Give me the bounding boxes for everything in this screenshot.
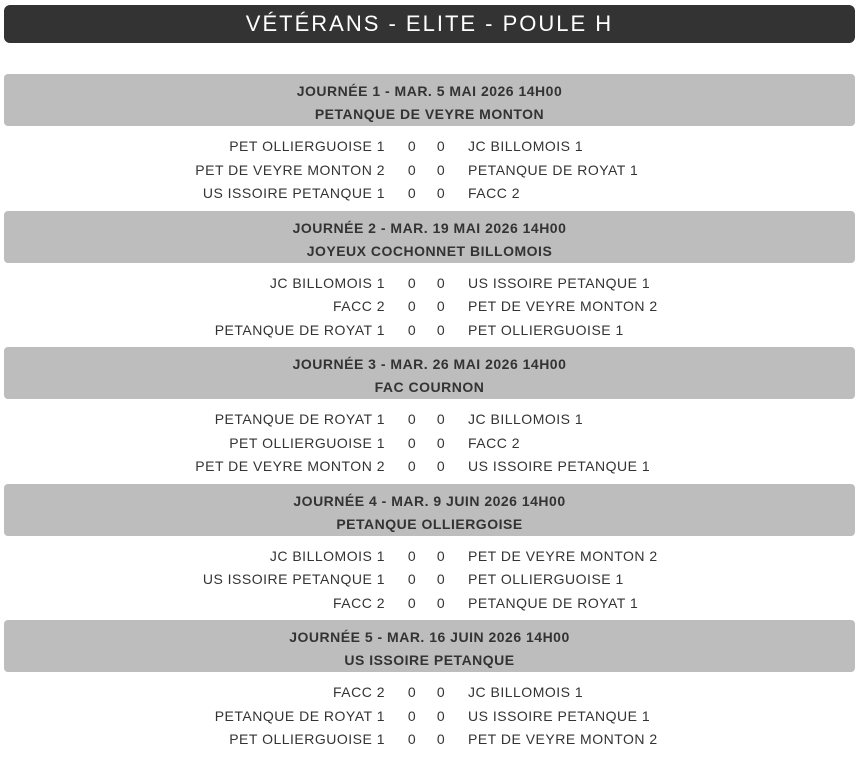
round-date-heading: JOURNÉE 5 - MAR. 16 JUIN 2026 14H00: [289, 629, 570, 645]
home-team: PETANQUE DE ROYAT 1: [214, 411, 385, 427]
round-date-heading: JOURNÉE 3 - MAR. 26 MAI 2026 14H00: [292, 356, 567, 372]
away-score: 0: [436, 321, 446, 338]
away-team: JC BILLOMOIS 1: [468, 684, 584, 700]
home-team: FACC 2: [332, 594, 385, 611]
home-score: 0: [407, 161, 417, 178]
home-team: PET OLLIERGUOISE 1: [229, 731, 385, 747]
away-score: 0: [436, 434, 446, 451]
home-team: PETANQUE DE ROYAT 1: [214, 707, 385, 724]
away-team: PET DE VEYRE MONTON 2: [468, 298, 658, 314]
home-team: PET DE VEYRE MONTON 2: [195, 458, 385, 474]
match-row: [0, 681, 865, 705]
home-team: US ISSOIRE PETANQUE 1: [202, 185, 385, 201]
round-date-heading: JOURNÉE 1 - MAR. 5 MAI 2026 14H00: [296, 83, 563, 99]
away-score: 0: [436, 707, 446, 724]
match-row: [0, 432, 865, 456]
match-list: [0, 399, 865, 484]
round-header: [4, 484, 855, 536]
round-block: [0, 347, 865, 484]
match-list: [0, 126, 865, 211]
match-row: [0, 272, 865, 296]
home-score: 0: [407, 411, 417, 427]
round-date-heading: JOURNÉE 4 - MAR. 9 JUIN 2026 14H00: [293, 492, 566, 509]
match-row: [0, 545, 865, 569]
home-team: PETANQUE DE ROYAT 1: [214, 321, 385, 338]
home-score: 0: [407, 298, 417, 314]
away-score: 0: [436, 684, 446, 700]
away-team: PETANQUE DE ROYAT 1: [468, 594, 639, 611]
home-score: 0: [407, 274, 417, 291]
home-team: FACC 2: [332, 298, 385, 314]
away-team: US ISSOIRE PETANQUE 1: [468, 274, 651, 291]
round-block: [0, 211, 865, 348]
away-score: 0: [436, 185, 446, 201]
match-list: [0, 536, 865, 621]
away-team: FACC 2: [468, 185, 521, 201]
home-team: JC BILLOMOIS 1: [269, 547, 385, 564]
round-header: [4, 211, 855, 263]
round-block: [0, 74, 865, 211]
away-team: PET DE VEYRE MONTON 2: [468, 731, 658, 747]
home-score: 0: [407, 684, 417, 700]
match-row: [0, 408, 865, 432]
home-team: PET DE VEYRE MONTON 2: [195, 161, 385, 178]
round-venue: PETANQUE OLLIERGOISE: [336, 515, 523, 532]
match-list: [0, 263, 865, 348]
match-row: [0, 319, 865, 343]
home-score: 0: [407, 594, 417, 611]
home-score: 0: [407, 707, 417, 724]
match-row: [0, 728, 865, 752]
round-block: [0, 620, 865, 757]
away-score: 0: [436, 161, 446, 178]
round-header: [4, 74, 855, 126]
away-score: 0: [436, 411, 446, 427]
match-row: [0, 159, 865, 183]
home-score: 0: [407, 458, 417, 474]
away-team: PET DE VEYRE MONTON 2: [468, 547, 658, 564]
away-score: 0: [436, 731, 446, 747]
round-header: [4, 347, 855, 399]
away-team: US ISSOIRE PETANQUE 1: [468, 458, 651, 474]
match-row: [0, 592, 865, 616]
match-row: [0, 295, 865, 319]
away-score: 0: [436, 547, 446, 564]
round-venue: US ISSOIRE PETANQUE: [344, 652, 515, 668]
away-team: JC BILLOMOIS 1: [468, 138, 584, 154]
home-score: 0: [407, 434, 417, 451]
rounds-list: [0, 74, 865, 757]
round-venue: JOYEUX COCHONNET BILLOMOIS: [306, 242, 553, 259]
match-list: [0, 672, 865, 757]
away-score: 0: [436, 274, 446, 291]
away-score: 0: [436, 571, 446, 587]
home-score: 0: [407, 321, 417, 338]
home-team: US ISSOIRE PETANQUE 1: [202, 571, 385, 587]
round-venue: FAC COURNON: [374, 379, 485, 395]
away-score: 0: [436, 298, 446, 314]
home-team: PET OLLIERGUOISE 1: [229, 138, 385, 154]
away-score: 0: [436, 458, 446, 474]
home-score: 0: [407, 571, 417, 587]
home-score: 0: [407, 731, 417, 747]
match-row: [0, 135, 865, 159]
round-header: [4, 620, 855, 672]
round-block: [0, 484, 865, 621]
round-venue: PETANQUE DE VEYRE MONTON: [314, 106, 545, 122]
round-date-heading: JOURNÉE 2 - MAR. 19 MAI 2026 14H00: [292, 219, 567, 236]
home-team: FACC 2: [332, 684, 385, 700]
home-score: 0: [407, 547, 417, 564]
home-score: 0: [407, 138, 417, 154]
page-title: VÉTÉRANS - ELITE - POULE H: [4, 5, 855, 43]
away-team: FACC 2: [468, 434, 521, 451]
match-row: [0, 568, 865, 592]
away-team: PETANQUE DE ROYAT 1: [468, 161, 639, 178]
away-score: 0: [436, 594, 446, 611]
home-score: 0: [407, 185, 417, 201]
away-score: 0: [436, 138, 446, 154]
away-team: US ISSOIRE PETANQUE 1: [468, 707, 651, 724]
away-team: PET OLLIERGUOISE 1: [468, 321, 624, 338]
home-team: PET OLLIERGUOISE 1: [229, 434, 385, 451]
away-team: PET OLLIERGUOISE 1: [468, 571, 624, 587]
match-row: [0, 455, 865, 479]
away-team: JC BILLOMOIS 1: [468, 411, 584, 427]
home-team: JC BILLOMOIS 1: [269, 274, 385, 291]
match-row: [0, 182, 865, 206]
match-row: [0, 705, 865, 729]
